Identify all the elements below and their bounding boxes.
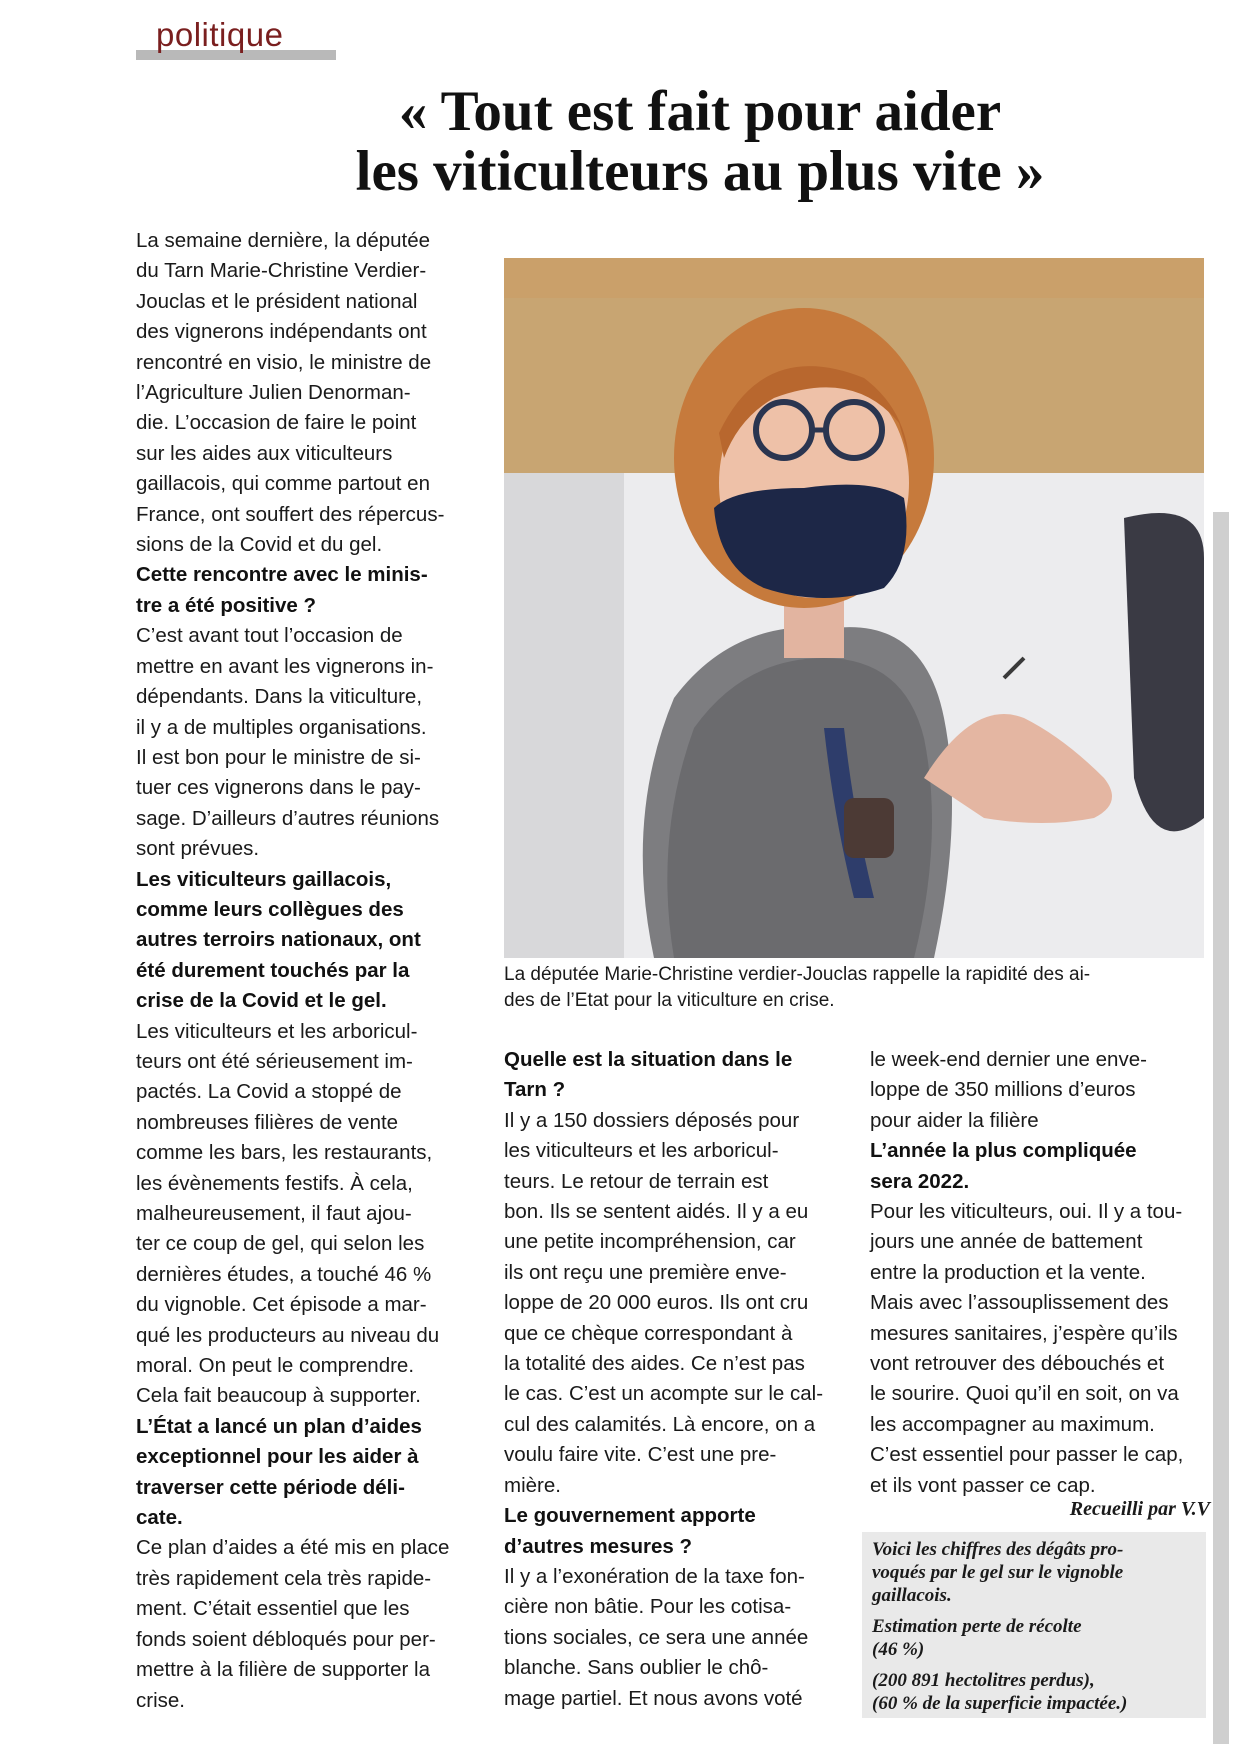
rubric-label: politique xyxy=(156,16,284,53)
text-line: moral. On peut le comprendre. xyxy=(136,1354,415,1378)
text-line: qué les producteurs au niveau du xyxy=(136,1323,440,1347)
text-line: teurs. Le retour de terrain est xyxy=(504,1169,769,1193)
text-line: une petite incompréhension, car xyxy=(504,1230,796,1254)
text-line: vont retrouver des débouchés et xyxy=(870,1352,1165,1376)
text-line: d’autres mesures ? xyxy=(504,1534,692,1558)
text-line: été durement touchés par la xyxy=(136,958,410,982)
text-line: Tarn ? xyxy=(504,1078,566,1102)
text-line: comme les bars, les restaurants, xyxy=(136,1141,433,1165)
question-1 xyxy=(136,560,472,621)
box-harvest-loss xyxy=(872,1615,1196,1661)
text-line: sage. D’ailleurs d’autres réunions xyxy=(136,806,440,830)
text-line: France, ont souffert des répercus- xyxy=(136,502,445,526)
text-line: La semaine dernière, la députée xyxy=(136,229,431,252)
text-line: Jouclas et le président national xyxy=(136,289,418,313)
text-line: (200 891 hectolitres perdus), xyxy=(872,1670,1095,1691)
text-line: (60 % de la superficie impactée.) xyxy=(872,1693,1128,1714)
text-line: L’État a lancé un plan d’aides xyxy=(136,1414,422,1438)
answer-1 xyxy=(136,621,472,864)
text-line: mettre en avant les vignerons in- xyxy=(136,654,434,678)
text-line: sera 2022. xyxy=(870,1169,970,1193)
text-line: C’est essentiel pour passer le cap, xyxy=(870,1443,1184,1467)
damage-figures-box xyxy=(862,1532,1206,1718)
text-line: du Tarn Marie-Christine Verdier- xyxy=(136,259,427,283)
text-line: Quelle est la situation dans le xyxy=(504,1048,793,1071)
text-line: la totalité des aides. Ce n’est pas xyxy=(504,1352,805,1376)
text-line: sont prévues. xyxy=(136,837,260,861)
text-line: loppe de 350 millions d’euros xyxy=(870,1078,1136,1102)
text-line: C’est avant tout l’occasion de xyxy=(136,624,403,648)
text-line: gaillacois. xyxy=(872,1585,952,1606)
question-6 xyxy=(870,1136,1210,1197)
text-line: mesures sanitaires, j’espère qu’ils xyxy=(870,1321,1178,1345)
text-line: les évènements festifs. À cela, xyxy=(136,1171,413,1195)
text-line: sions de la Covid et du gel. xyxy=(136,533,383,557)
article-column-3 xyxy=(870,1045,1210,1501)
text-line: que ce chèque correspondant à xyxy=(504,1321,793,1345)
text-line: le cas. C’est un acompte sur le cal- xyxy=(504,1382,824,1406)
text-line: mage partiel. Et nous avons voté xyxy=(504,1686,803,1710)
box-intro xyxy=(872,1538,1196,1607)
text-line: tre a été positive ? xyxy=(136,593,317,617)
question-2 xyxy=(136,865,472,1017)
text-line: exceptionnel pour les aider à xyxy=(136,1445,419,1469)
text-line: crise de la Covid et le gel. xyxy=(136,989,387,1013)
question-4 xyxy=(504,1045,834,1106)
text-line: Estimation perte de récolte xyxy=(872,1616,1082,1637)
text-line: bon. Ils se sentent aidés. Il y a eu xyxy=(504,1200,809,1224)
question-3 xyxy=(136,1412,472,1534)
text-line: fonds soient débloqués pour per- xyxy=(136,1627,436,1651)
text-line: voqués par le gel sur le vignoble xyxy=(872,1562,1124,1583)
text-line: tuer ces vignerons dans le pay- xyxy=(136,776,421,800)
text-line: traverser cette période déli- xyxy=(136,1475,405,1499)
text-line: blanche. Sans oublier le chô- xyxy=(504,1656,769,1680)
text-line: jours une année de battement xyxy=(870,1230,1143,1254)
text-line: dernières études, a touché 46 % xyxy=(136,1262,432,1286)
text-line: crise. xyxy=(136,1688,185,1712)
photo-illustration xyxy=(504,258,1204,958)
text-line: mière. xyxy=(504,1473,561,1497)
text-line: le week-end dernier une enve- xyxy=(870,1048,1147,1071)
text-line: voulu faire vite. C’est une pre- xyxy=(504,1443,777,1467)
text-line: rencontré en visio, le ministre de xyxy=(136,350,432,374)
text-line: Le gouvernement apporte xyxy=(504,1504,756,1528)
text-line: teurs ont été sérieusement im- xyxy=(136,1049,413,1073)
text-line: les accompagner au maximum. xyxy=(870,1412,1155,1436)
answer-3 xyxy=(136,1533,472,1715)
text-line: tions sociales, ce sera une année xyxy=(504,1625,809,1649)
text-line: les viticulteurs et les arboricul- xyxy=(504,1139,779,1163)
text-line: die. L’occasion de faire le point xyxy=(136,411,417,435)
portrait-photo xyxy=(504,258,1204,958)
answer-6 xyxy=(870,1197,1210,1501)
section-rubric xyxy=(136,14,336,60)
text-line: Pour les viticulteurs, oui. Il y a tou- xyxy=(870,1200,1183,1224)
text-line: le sourire. Quoi qu’il en soit, on va xyxy=(870,1382,1179,1406)
answer-5-continued xyxy=(870,1045,1210,1136)
text-line: La députée Marie-Christine verdier-Jouclas rappelle la rapidité des ai- xyxy=(504,964,1091,985)
photo-caption xyxy=(504,962,1204,1014)
author-credit: Recueilli par V.V xyxy=(1069,1498,1210,1520)
text-line: (46 %) xyxy=(872,1639,925,1660)
text-line: dépendants. Dans la viticulture, xyxy=(136,685,423,709)
text-line: mettre à la filière de supporter la xyxy=(136,1658,430,1682)
article-column-1 xyxy=(136,226,472,1716)
text-line: pactés. La Covid a stoppé de xyxy=(136,1080,402,1104)
text-line: loppe de 20 000 euros. Ils ont cru xyxy=(504,1291,809,1315)
text-line: Les viticulteurs et les arboricul- xyxy=(136,1019,418,1043)
answer-4 xyxy=(504,1106,834,1501)
text-line: comme leurs collègues des xyxy=(136,897,404,921)
text-line: Cette rencontre avec le minis- xyxy=(136,563,428,587)
text-line: sur les aides aux viticulteurs xyxy=(136,441,393,465)
text-line: Voici les chiffres des dégâts pro- xyxy=(872,1539,1124,1560)
text-line: L’année la plus compliquée xyxy=(870,1139,1137,1163)
text-line: des de l’Etat pour la viticulture en crise. xyxy=(504,990,835,1011)
text-line: cul des calamités. Là encore, on a xyxy=(504,1412,816,1436)
box-hectolitres xyxy=(872,1669,1196,1715)
intro-paragraph xyxy=(136,226,472,560)
text-line: il y a de multiples organisations. xyxy=(136,715,427,739)
text-line: très rapidement cela très rapide- xyxy=(136,1566,432,1590)
text-line: nombreuses filières de vente xyxy=(136,1110,399,1134)
headline-line-1: « Tout est fait pour aider xyxy=(398,80,1002,143)
text-line: autres terroirs nationaux, ont xyxy=(136,928,421,952)
article-column-2 xyxy=(504,1045,834,1714)
article-headline xyxy=(200,82,1200,202)
text-line: Les viticulteurs gaillacois, xyxy=(136,867,392,891)
page-edge-rule xyxy=(1213,512,1229,1744)
text-line: pour aider la filière xyxy=(870,1108,1039,1132)
text-line: Il y a 150 dossiers déposés pour xyxy=(504,1108,800,1132)
question-5 xyxy=(504,1501,834,1562)
text-line: et ils vont passer ce cap. xyxy=(870,1473,1096,1497)
text-line: Ce plan d’aides a été mis en place xyxy=(136,1536,450,1560)
text-line: des vignerons indépendants ont xyxy=(136,320,427,344)
text-line: Il est bon pour le ministre de si- xyxy=(136,745,421,769)
text-line: gaillacois, qui comme partout en xyxy=(136,472,430,496)
text-line: entre la production et la vente. xyxy=(870,1260,1146,1284)
answer-2 xyxy=(136,1017,472,1412)
text-line: cière non bâtie. Pour les cotisa- xyxy=(504,1595,792,1619)
text-line: Il y a l’exonération de la taxe fon- xyxy=(504,1564,805,1588)
text-line: cate. xyxy=(136,1506,183,1530)
headline-line-2: les viticulteurs au plus vite » xyxy=(355,140,1045,203)
text-line: ment. C’était essentiel que les xyxy=(136,1597,410,1621)
text-line: Mais avec l’assouplissement des xyxy=(870,1291,1169,1315)
text-line: ter ce coup de gel, qui selon les xyxy=(136,1232,425,1256)
text-line: Cela fait beaucoup à supporter. xyxy=(136,1384,421,1408)
answer-5 xyxy=(504,1562,834,1714)
text-line: du vignoble. Cet épisode a mar- xyxy=(136,1293,427,1317)
text-line: malheureusement, il faut ajou- xyxy=(136,1202,412,1225)
text-line: l’Agriculture Julien Denorman- xyxy=(136,381,411,405)
text-line: ils ont reçu une première enve- xyxy=(504,1260,787,1284)
